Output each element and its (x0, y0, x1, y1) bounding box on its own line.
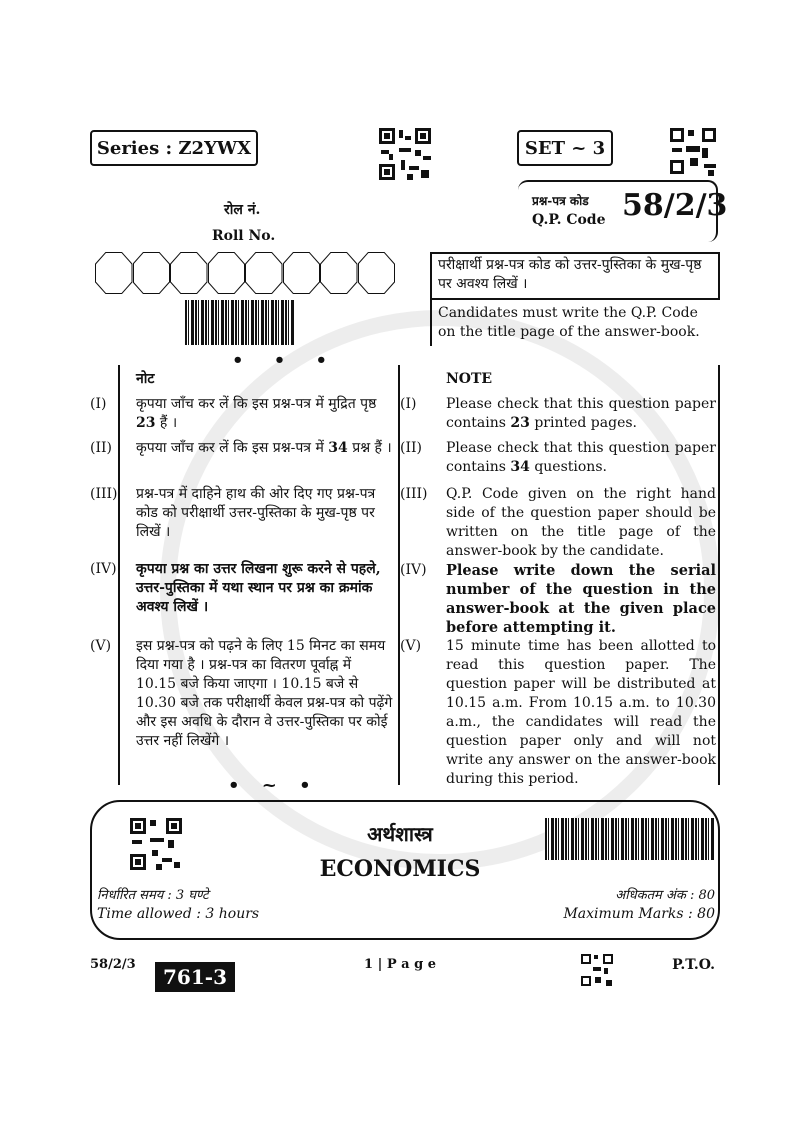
note-item: (III) Q.P. Code given on the right hand side of the question paper should be written on the title page of the answer-book by the candidate. (400, 486, 716, 559)
notes-heading-hindi: नोट (136, 371, 155, 387)
roll-box[interactable] (133, 252, 171, 294)
qp-label-hindi: प्रश्न-पत्र कोड (532, 194, 589, 208)
set-label: SET ~ 3 (517, 130, 613, 166)
roll-box[interactable] (208, 252, 246, 294)
qp-label-english: Q.P. Code (532, 212, 606, 228)
roll-number-boxes (95, 252, 395, 294)
time-allowed-hindi: निर्धारित समय : 3 घण्टे (97, 888, 209, 903)
roll-label-english: Roll No. (212, 228, 276, 244)
notes-heading-english: NOTE (446, 371, 493, 387)
qr-code-icon (377, 126, 433, 182)
candidate-notice (430, 252, 720, 346)
roll-box[interactable] (245, 252, 283, 294)
note-item: (I) कृपया जाँच कर लें कि इस प्रश्न-पत्र में मुद्रित पृष्ठ 23 हैं । (90, 396, 377, 431)
barcode-icon (545, 818, 715, 860)
footer-code-box: 761-3 (155, 962, 235, 992)
separator-dots: • • • (232, 350, 340, 371)
max-marks-hindi: अधिकतम अंक : 80 (615, 888, 715, 903)
qr-code-icon (580, 953, 614, 987)
page-number: 1 | P a g e (364, 957, 436, 972)
roll-box[interactable] (358, 252, 396, 294)
max-marks-english: Maximum Marks : 80 (563, 906, 715, 922)
series-label: Series : Z2YWX (90, 130, 258, 166)
qr-code-icon (668, 126, 718, 176)
separator-dots: • ~ • (228, 775, 319, 796)
notes-english (400, 395, 716, 787)
note-item: (I) Please check that this question paper contains 23 printed pages. (400, 396, 716, 431)
qp-code-value: 58/2/3 (622, 188, 728, 223)
note-item: (V) इस प्रश्न-पत्र को पढ़ने के लिए 15 मिनट का समय दिया गया है । प्रश्न-पत्र का वितरण पूर्वाह्न में 10.15 बजे किया जाएगा । 10.15 बजे से 10.30 बजे तक परीक्षार्थी केवल प्रश्न-पत्र को पढ़ेंगे और इस अवधि के दौरान वे उत्तर-पुस्तिका पर कोई उत्तर नहीं लिखेंगे । (90, 638, 393, 749)
note-item: (IV) Please write down the serial number of the question in the answer-book at the given place before attempting it. (400, 562, 716, 636)
notes-hindi (90, 395, 395, 775)
note-item: (II) Please check that this question paper contains 34 questions. (400, 440, 716, 475)
note-item: (V) 15 minute time has been allotted to read this question paper. The question paper will be distributed at 10.15 a.m. From 10.15 a.m. to 10.30 a.m., the candidates will read the question paper only and will not write any answer on the answer-book during this period. (400, 638, 716, 787)
note-item: (IV) कृपया प्रश्न का उत्तर लिखना शुरू करने से पहले, उत्तर-पुस्तिका में यथा स्थान पर प्रश्न का क्रमांक अवश्य लिखें । (90, 561, 381, 615)
please-turn-over: P.T.O. (672, 957, 715, 973)
roll-box[interactable] (283, 252, 321, 294)
time-allowed-english: Time allowed : 3 hours (97, 906, 260, 922)
roll-box[interactable] (170, 252, 208, 294)
roll-box[interactable] (95, 252, 133, 294)
note-item: (II) कृपया जाँच कर लें कि इस प्रश्न-पत्र में 34 प्रश्न हैं । (90, 440, 392, 456)
notice-english: Candidates must write the Q.P. Code on the title page of the answer-book. (430, 300, 720, 346)
barcode-icon (185, 300, 295, 345)
notice-hindi: परीक्षार्थी प्रश्न-पत्र कोड को उत्तर-पुस्तिका के मुख-पृष्ठ पर अवश्य लिखें । (430, 252, 720, 300)
subject-title-hindi: अर्थशास्त्र (367, 822, 433, 846)
roll-box[interactable] (320, 252, 358, 294)
roll-label-hindi: रोल नं. (224, 202, 261, 218)
column-rule (718, 365, 720, 785)
footer-code: 58/2/3 (90, 957, 136, 972)
subject-title-english: ECONOMICS (319, 856, 481, 882)
note-item: (III) प्रश्न-पत्र में दाहिने हाथ की ओर दिए गए प्रश्न-पत्र कोड को परीक्षार्थी उत्तर-पुस्तिका के मुख-पृष्ठ पर लिखें । (90, 486, 376, 540)
